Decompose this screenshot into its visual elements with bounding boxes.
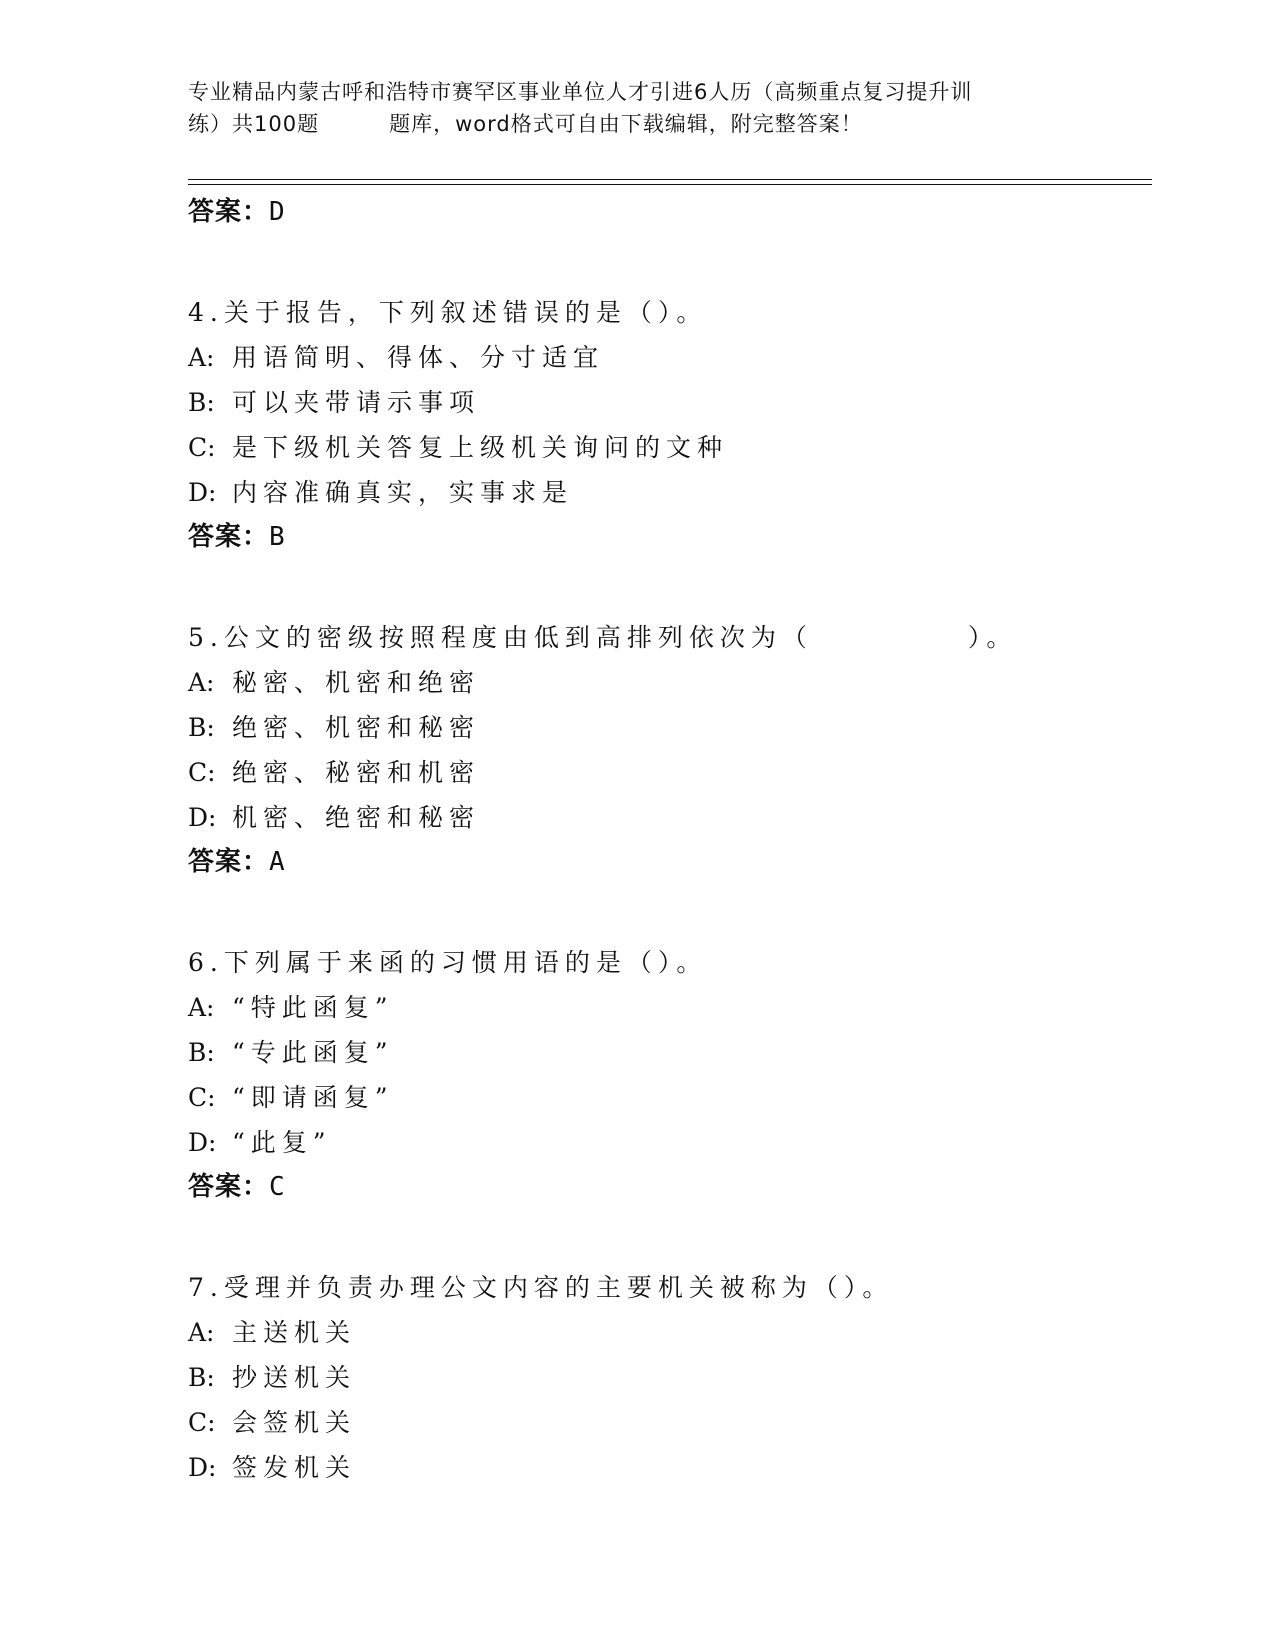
option-text: 秘密、机密和绝密 [232, 668, 481, 697]
header-line-1: 专业精品内蒙古呼和浩特市赛罕区事业单位人才引进6人历（高频重点复习提升训 [188, 80, 973, 104]
question-text: 5.公文的密级按照程度由低到高排列依次为（ ）。 [188, 623, 1018, 652]
option-key: C: [188, 1408, 216, 1437]
answer-label: 答案： [188, 1172, 270, 1202]
header-divider-bottom [188, 184, 1152, 185]
option-text: “即请函复” [232, 1083, 394, 1112]
option-text: “特此函复” [232, 993, 394, 1022]
answer-option [188, 425, 1148, 470]
option-key: D: [188, 1128, 217, 1157]
question-spacer [188, 234, 1148, 290]
option-key: A: [188, 343, 215, 372]
question-text: 6.下列属于来函的习惯用语的是（）。 [188, 948, 708, 977]
question-answer [188, 1165, 1148, 1209]
answer-option [188, 1030, 1148, 1075]
answer-value: D [269, 197, 286, 227]
answer-option [188, 1075, 1148, 1120]
option-text: 主送机关 [232, 1318, 357, 1347]
question-block [188, 615, 1148, 884]
option-text: 机密、绝密和秘密 [232, 803, 481, 832]
option-key: D: [188, 478, 217, 507]
answer-option [188, 795, 1148, 840]
header-line-2-part-2: 题库，word格式可自由下载编辑，附完整答案！ [389, 112, 863, 136]
answer-label: 答案： [188, 197, 270, 227]
answer-option [188, 750, 1148, 795]
answer-label: 答案： [188, 847, 270, 877]
answer-option [188, 380, 1148, 425]
option-key: C: [188, 433, 216, 462]
page-header [188, 76, 1088, 140]
answer-label: 答案： [188, 522, 270, 552]
answer-option [188, 470, 1148, 515]
option-text: “此复” [232, 1128, 332, 1157]
answer-option [188, 985, 1148, 1030]
option-text: 可以夹带请示事项 [232, 388, 481, 417]
option-text: 绝密、机密和秘密 [232, 713, 481, 742]
option-key: C: [188, 758, 216, 787]
answer-option [188, 1400, 1148, 1445]
option-text: 内容准确真实，实事求是 [232, 478, 574, 507]
question-answer [188, 840, 1148, 884]
question-block [188, 940, 1148, 1209]
answer-option [188, 705, 1148, 750]
option-key: C: [188, 1083, 216, 1112]
header-divider-top [188, 179, 1152, 180]
option-key: B: [188, 388, 215, 417]
question-list [188, 190, 1148, 1490]
option-key: A: [188, 1318, 215, 1347]
answer-value: A [269, 847, 286, 877]
answer-option [188, 660, 1148, 705]
option-text: 签发机关 [232, 1453, 357, 1482]
option-key: B: [188, 1363, 215, 1392]
option-key: D: [188, 803, 217, 832]
question-block [188, 1265, 1148, 1490]
option-text: 绝密、秘密和机密 [232, 758, 481, 787]
question-text: 4.关于报告，下列叙述错误的是（）。 [188, 298, 708, 327]
answer-value: C [269, 1172, 286, 1202]
header-line-2 [188, 108, 1088, 140]
question-text: 7.受理并负责办理公文内容的主要机关被称为（）。 [188, 1273, 894, 1302]
question-block [188, 290, 1148, 559]
option-key: A: [188, 993, 215, 1022]
option-text: 会签机关 [232, 1408, 357, 1437]
header-line-2-part-1: 练）共100题 [188, 112, 320, 136]
answer-option [188, 1310, 1148, 1355]
option-key: B: [188, 713, 215, 742]
answer-option [188, 335, 1148, 380]
answer-option [188, 1355, 1148, 1400]
answer-value: B [269, 522, 286, 552]
option-key: B: [188, 1038, 215, 1067]
question-answer [188, 515, 1148, 559]
question-spacer [188, 559, 1148, 615]
option-text: 用语简明、得体、分寸适宜 [232, 343, 605, 372]
question-spacer [188, 884, 1148, 940]
answer-option [188, 1445, 1148, 1490]
previous-answer [188, 190, 1148, 234]
option-key: D: [188, 1453, 217, 1482]
question-spacer [188, 1209, 1148, 1265]
answer-option [188, 1120, 1148, 1165]
option-text: 是下级机关答复上级机关询问的文种 [232, 433, 729, 462]
option-text: “专此函复” [232, 1038, 394, 1067]
option-text: 抄送机关 [232, 1363, 357, 1392]
option-key: A: [188, 668, 215, 697]
